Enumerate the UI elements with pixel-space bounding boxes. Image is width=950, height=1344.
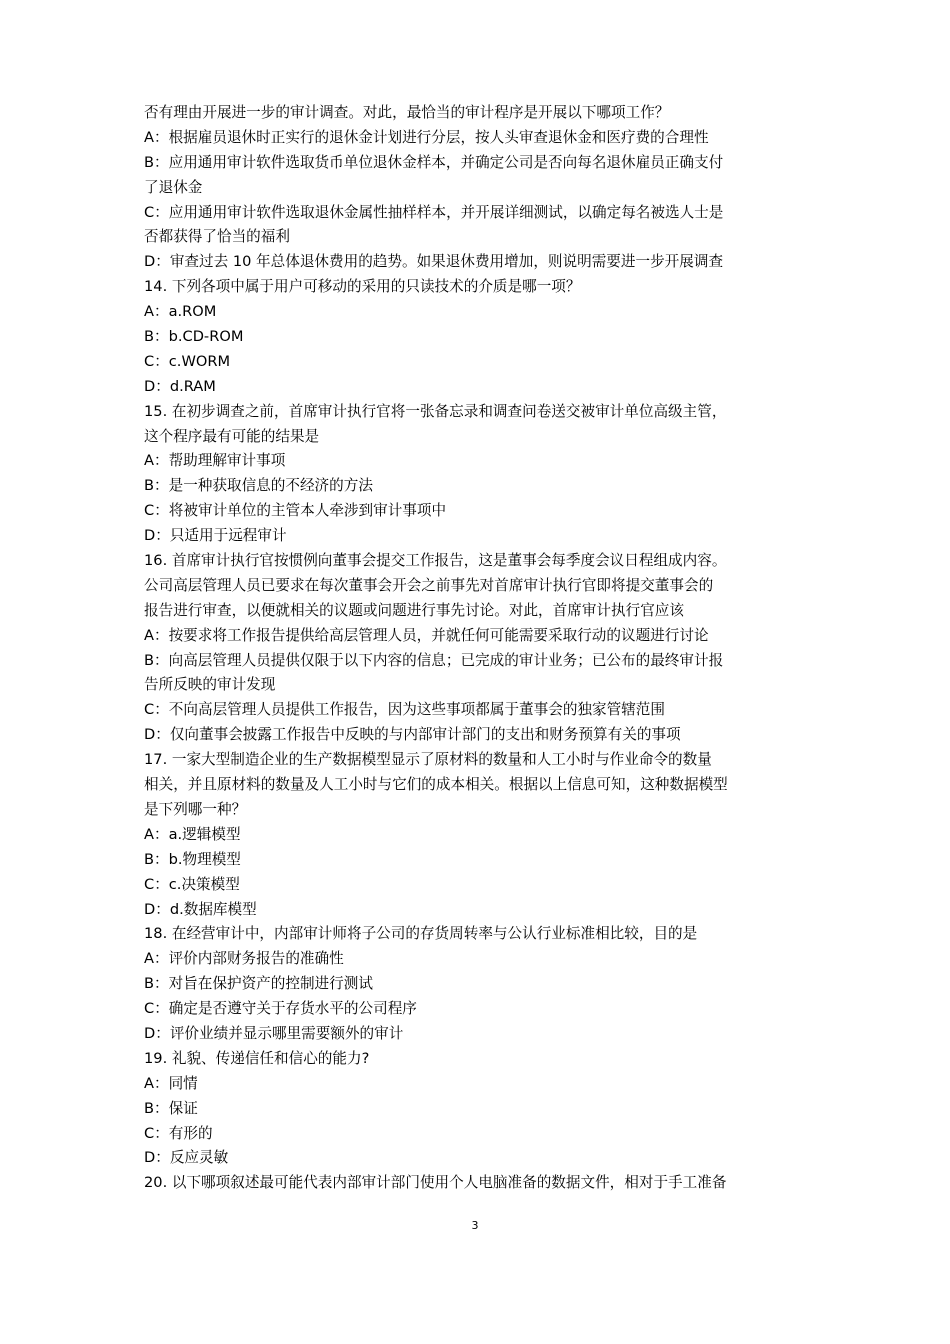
text-line: 公司高层管理人员已要求在每次董事会开会之前事先对首席审计执行官即将提交董事会的 (144, 576, 714, 594)
text-line: A：帮助理解审计事项 (144, 452, 286, 470)
text-line: B：b.CD-ROM (144, 328, 244, 346)
text-line: C：有形的 (144, 1124, 213, 1142)
text-line: D：评价业绩并显示哪里需要额外的审计 (144, 1024, 404, 1042)
text-line: A：按要求将工作报告提供给高层管理人员，并就任何可能需要采取行动的议题进行讨论 (144, 626, 709, 644)
text-line: B：对旨在保护资产的控制进行测试 (144, 975, 373, 993)
text-line: A：a.逻辑模型 (144, 825, 241, 843)
text-line: 17. 一家大型制造企业的生产数据模型显示了原材料的数量和人工小时与作业命令的数量 (144, 751, 712, 769)
text-line: B：b.物理模型 (144, 850, 241, 868)
text-line: 是下列哪一种？ (144, 800, 247, 818)
text-line: 18. 在经营审计中，内部审计师将子公司的存货周转率与公认行业标准相比较，目的是 (144, 925, 698, 943)
text-line: C：c.WORM (144, 352, 231, 370)
text-line: 19. 礼貌、传递信任和信心的能力? (144, 1049, 370, 1067)
text-line: 否都获得了恰当的福利 (144, 228, 290, 246)
text-line: D：仅向董事会披露工作报告中反映的与内部审计部门的支出和财务预算有关的事项 (144, 726, 681, 744)
text-line: B：向高层管理人员提供仅限于以下内容的信息；已完成的审计业务；已公布的最终审计报 (144, 651, 724, 669)
text-line: B：是一种获取信息的不经济的方法 (144, 477, 373, 495)
text-line: C：将被审计单位的主管本人牵涉到审计事项中 (144, 502, 447, 520)
text-line: A：同情 (144, 1074, 198, 1092)
text-line: C：c.决策模型 (144, 875, 240, 893)
text-line: 15. 在初步调查之前，首席审计执行官将一张备忘录和调查问卷送交被审计单位高级主管， (144, 402, 727, 420)
text-line: C：应用通用审计软件选取退休金属性抽样样本，并开展详细测试，以确定每名被选人士是 (144, 203, 724, 221)
text-line: D：反应灵敏 (144, 1149, 229, 1167)
text-line: 16. 首席审计执行官按惯例向董事会提交工作报告，这是董事会每季度会议日程组成内容。 (144, 552, 727, 570)
text-line: A：评价内部财务报告的准确性 (144, 950, 344, 968)
text-line: 报告进行审查，以便就相关的议题或问题进行事先讨论。对此，首席审计执行官应该 (144, 601, 684, 619)
text-line: C：确定是否遵守关于存货水平的公司程序 (144, 1000, 417, 1018)
text-line: 20. 以下哪项叙述最可能代表内部审计部门使用个人电脑准备的数据文件，相对于手工准备 (144, 1174, 727, 1192)
text-line: B：应用通用审计软件选取货币单位退休金样本，并确定公司是否向每名退休雇员正确支付 (144, 153, 724, 171)
text-line: 否有理由开展进一步的审计调查。对此，最恰当的审计程序是开展以下哪项工作？ (144, 104, 670, 121)
page-body-text (144, 101, 812, 1196)
text-line: 相关，并且原材料的数量及人工小时与它们的成本相关。根据以上信息可知，这种数据模型 (144, 776, 728, 794)
text-line: C：不向高层管理人员提供工作报告，因为这些事项都属于董事会的独家管辖范围 (144, 701, 665, 719)
text-line: B：保证 (144, 1099, 198, 1117)
text-line: 14. 下列各项中属于用户可移动的采用的只读技术的介质是哪一项？ (144, 278, 581, 296)
text-line: 这个程序最有可能的结果是 (144, 427, 320, 445)
text-line: A：a.ROM (144, 303, 217, 321)
text-line: D：审查过去 10 年总体退休费用的趋势。如果退休费用增加，则说明需要进一步开展调查 (144, 253, 724, 271)
text-line: D：d.RAM (144, 377, 216, 395)
text-line: D：只适用于远程审计 (144, 527, 287, 545)
text-line: 告所反映的审计发现 (144, 676, 276, 694)
page-number: 3 (471, 1219, 479, 1232)
text-line: D：d.数据库模型 (144, 900, 257, 918)
text-line: 了退休金 (144, 178, 203, 196)
text-line: A：根据雇员退休时正实行的退休金计划进行分层，按人头审查退休金和医疗费的合理性 (144, 128, 709, 146)
